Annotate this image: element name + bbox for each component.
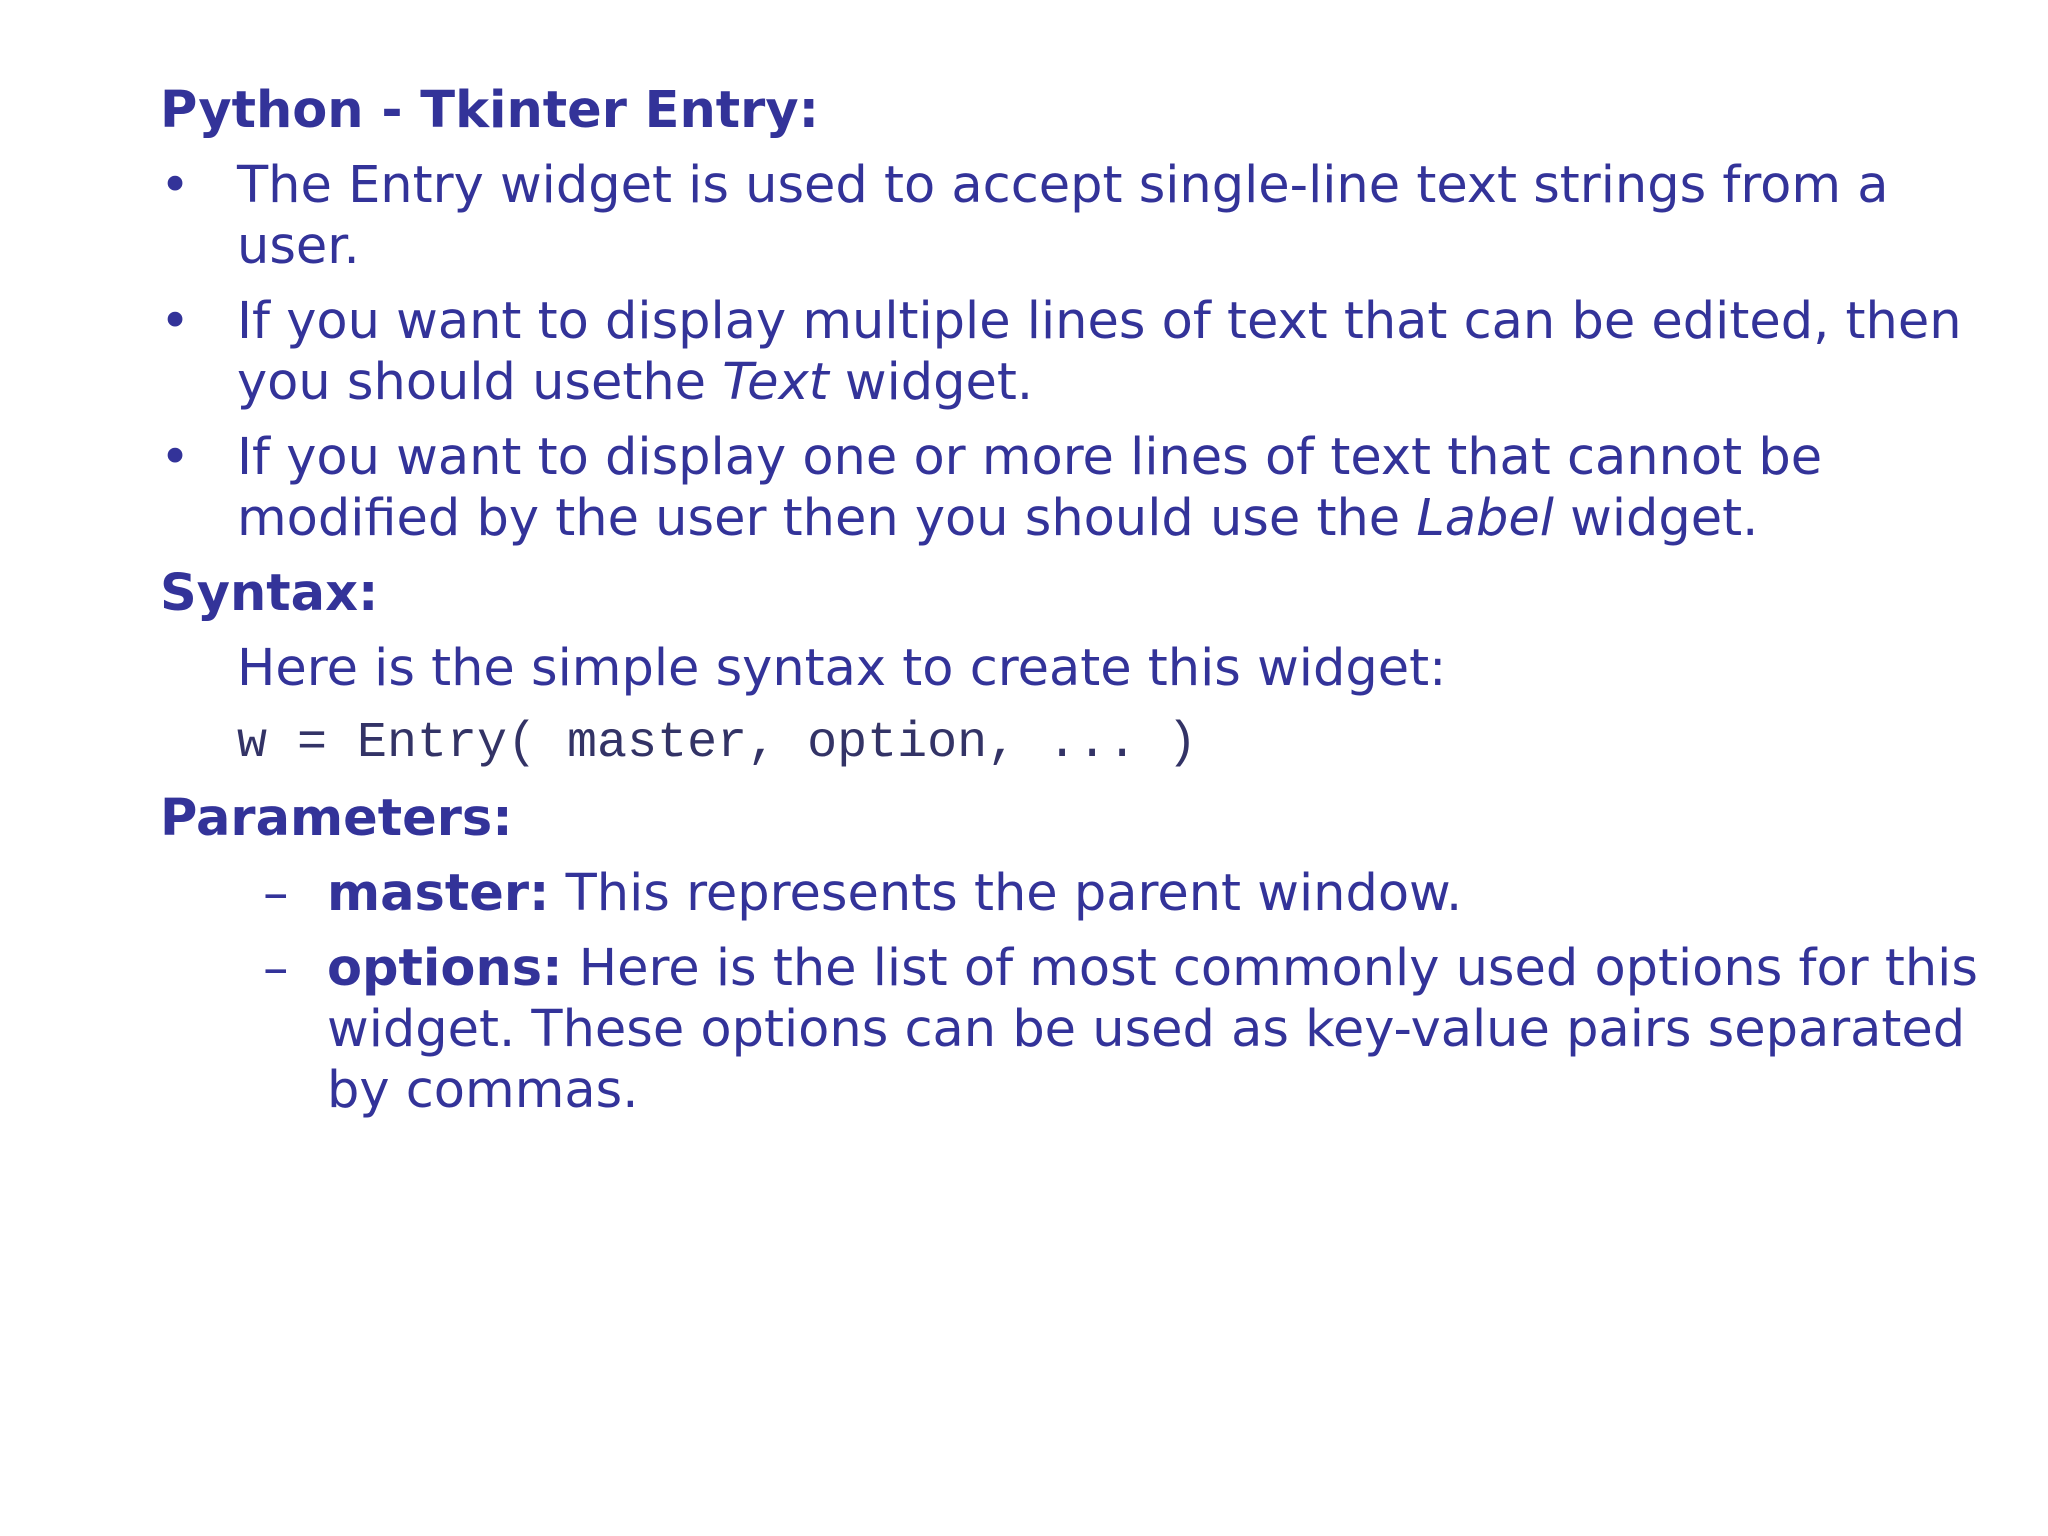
parameter-list xyxy=(160,863,1988,1121)
dash-icon: – xyxy=(263,864,289,923)
bullet-text-after: widget. xyxy=(1553,489,1759,548)
bullet-item-text-widget xyxy=(160,291,1988,413)
bullet-item-label-widget xyxy=(160,427,1988,549)
bullet-icon: • xyxy=(160,292,191,351)
bullet-icon: • xyxy=(160,428,191,487)
parameter-description: This represents the parent window. xyxy=(549,864,1463,923)
bullet-text: If you want to display multiple lines of text that can be edited, then you should usethe xyxy=(237,292,1962,412)
parameter-description: Here is the list of most commonly used options for this widget. These options can be used as key-value pairs separated by commas. xyxy=(327,939,1978,1120)
page-title: Python - Tkinter Entry: xyxy=(160,81,819,140)
intro-bullet-list xyxy=(160,155,1988,549)
syntax-intro: Here is the simple syntax to create this widget: xyxy=(237,639,1447,698)
dash-icon: – xyxy=(263,939,289,998)
bullet-icon: • xyxy=(160,156,191,215)
bullet-emphasis: Label xyxy=(1416,489,1554,548)
bullet-text-after: widget. xyxy=(828,353,1034,412)
parameter-item-master xyxy=(160,863,1988,924)
bullet-text: The Entry widget is used to accept single-line text strings from a user. xyxy=(237,156,1889,276)
parameter-item-options xyxy=(160,938,1988,1121)
parameter-name: options: xyxy=(327,939,563,998)
bullet-emphasis: Text xyxy=(722,353,829,412)
syntax-code: w = Entry( master, option, ... ) xyxy=(237,715,1198,772)
parameter-name: master: xyxy=(327,864,550,923)
parameters-heading: Parameters: xyxy=(160,789,513,848)
syntax-heading: Syntax: xyxy=(160,564,379,623)
bullet-text: If you want to display one or more lines of text that cannot be modified by the user then you should use the xyxy=(237,428,1823,548)
bullet-item-entry-widget xyxy=(160,155,1988,277)
